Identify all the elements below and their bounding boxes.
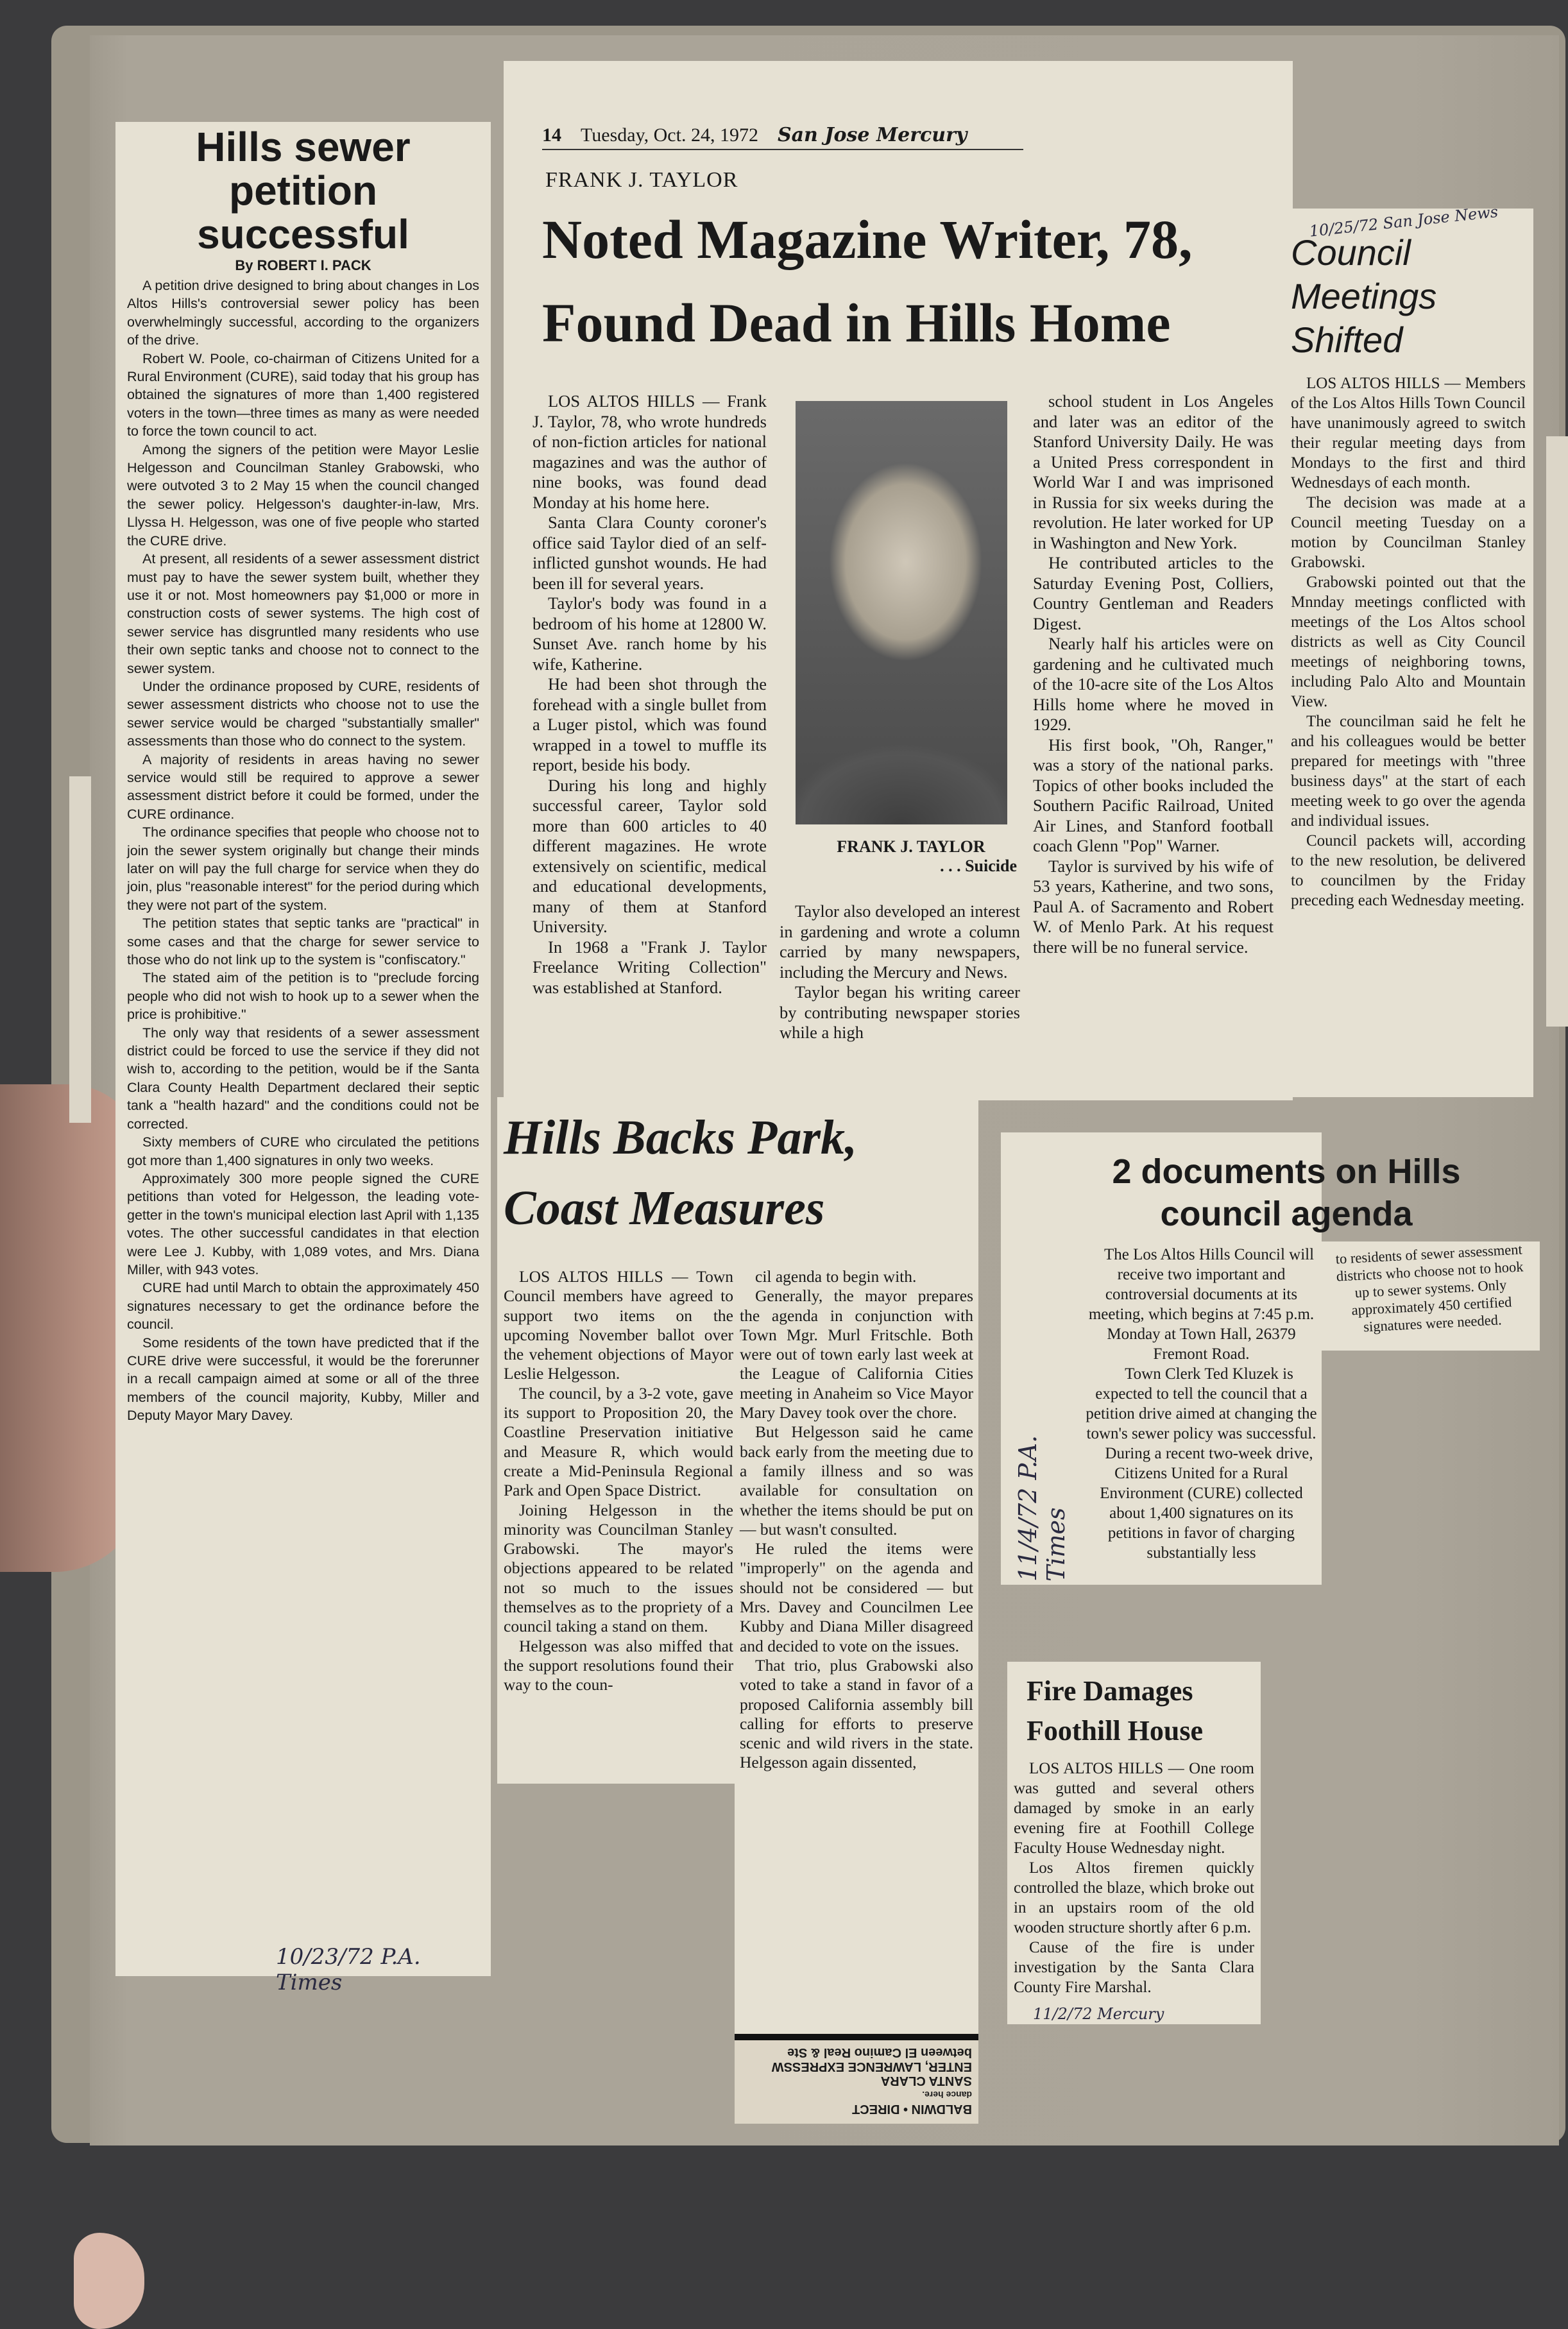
paragraph: LOS ALTOS HILLS — Frank J. Taylor, 78, who wrote hundreds of non-fiction articles for national magazines and was the author of nine books, was found dead Monday at his home here. <box>533 391 767 512</box>
photo-caption <box>805 837 1017 876</box>
column-2 <box>740 1267 973 1773</box>
clipping-council-agenda-continued <box>1322 1241 1540 1351</box>
paragraph: Some residents of the town have predicted that if the CURE drive were successful, it would be the forerunner in a recall campaign aimed at some or all of the three members of the council majority, Kubby, Miller and Deputy Mayor Mary Davey. <box>127 1335 479 1424</box>
handwritten-note: 10/25/72 San Jose News <box>1308 202 1499 241</box>
paragraph: school student in Los Angeles and later was an editor of the Stanford University Daily. He was a United Press correspondent in World War I and was imprisoned in Russia for six weeks during the revolution. He later worked for UP in Washington and New York. <box>1033 391 1274 552</box>
paragraph: His first book, "Oh, Ranger," was a story of the national parks. Topics of other books included the Southern Pacific Railroad, United Air Lines, and Stanford football coach Glenn "Pop" Warner. <box>1033 735 1274 855</box>
paragraph: Helgesson was also miffed that the support resolutions found their way to the coun- <box>504 1636 733 1694</box>
paragraph: During his long and highly successful career, Taylor sold more than 600 articles to 40 different magazines. He wrote extensively on scientific, medical and educational developments, many of them at Stanford University. <box>533 775 767 936</box>
handwritten-note: 11/4/72 P.A. Times <box>1014 1435 1070 1582</box>
headline: Noted Magazine Writer, 78, Found Dead in Hills Home <box>542 209 1193 354</box>
paragraph: Cause of the fire is under investigation by the Santa Clara County Fire Marshal. <box>1014 1939 1254 1996</box>
headline: Hills Backs Park, Coast Measures <box>504 1111 858 1235</box>
paragraph: LOS ALTOS HILLS — Town Council members have agreed to support two items on the upcoming November ballot over the vehement objections of Mayor Leslie Helgesson. <box>504 1267 733 1383</box>
paragraph: Under the ordinance proposed by CURE, residents of sewer assessment districts who choose not to use the sewer service would be charged "substantially smaller" assessments than those who do connect to the system. <box>127 678 479 749</box>
paragraph: Taylor's body was found in a bedroom of his home at 12800 W. Sunset Ave. ranch home by his wife, Katherine. <box>533 593 767 674</box>
paragraph: cil agenda to begin with. <box>755 1267 917 1286</box>
paragraph: Taylor also developed an interest in gardening and wrote a column carried by many newspapers, including the Mercury and News. <box>780 901 1020 982</box>
ad-line: SANTA CLARA <box>880 2074 972 2088</box>
paragraph: The ordinance specifies that people who choose not to join the sewer system originally but change their minds later on will pay the full charge for service when they do join, plus "reasonable interest" for the period during which they were not part of the system. <box>127 824 479 913</box>
paragraph: Grabowski pointed out that the Mnnday meetings conflicted with meetings of the Los Altos school districts as well as City Council meetings of neighboring towns, including Palo Alto and Mountain View. <box>1291 574 1526 710</box>
handwritten-note: 10/23/72 P.A. Times <box>276 1944 421 1995</box>
article-body <box>127 277 479 1425</box>
clipping-fire-damages <box>1007 1662 1261 2024</box>
paragraph: He contributed articles to the Saturday Evening Post, Colliers, Country Gentleman and Readers Digest. <box>1033 553 1274 633</box>
paragraph: That trio, plus Grabowski also voted to take a stand in favor of a proposed California assembly bill calling for efforts to preserve scenic and wild rivers in the state. Helgesson again dissented, <box>740 1655 973 1772</box>
paragraph: He had been shot through the forehead with a single bullet from a Luger pistol, which was found wrapped in a towel to muffle its report, beside his body. <box>533 674 767 774</box>
paragraph: Los Altos firemen quickly controlled the blaze, which broke out in an upstairs room of the old wooden structure shortly after 6 p.m. <box>1014 1859 1254 1936</box>
paragraph: Taylor is survived by his wife of 53 years, Katherine, and two sons, Paul A. of Sacramento and Robert W. of Menlo Park. At his request there will be no funeral service. <box>1033 856 1274 957</box>
paragraph: Robert W. Poole, co-chairman of Citizens United for a Rural Environment (CURE), said today that his group has obtained the signatures of more than 1,400 registered voters in the town—three times as many as were needed to force the town council to act. <box>127 350 479 439</box>
paragraph: The Los Altos Hills Council will receive two important and controversial documents at its meeting, which begins at 7:45 p.m. Monday at Town Hall, 26379 Fremont Road. <box>1088 1246 1315 1363</box>
paragraph: At present, all residents of a sewer assessment district must pay to have the sewer system built, whether they use it or not. Most homeowners pay $1,000 or more in construction costs of sewer systems. The high cost of sewer service has disgruntled many residents who use their own septic tanks and choose not to connect to the sewer system. <box>127 551 479 676</box>
paragraph: A majority of residents in areas having no sewer service would still be required to approve a sewer assessment district before it could be formed, under the CURE ordinance. <box>127 751 479 822</box>
article-body <box>1084 1245 1318 1563</box>
paragraph: But Helgesson said he came back early from the meeting due to a family illness and so was available for consultation on whether the items should be put on — but wasn't consulted. <box>740 1422 973 1539</box>
folio-date: Tuesday, Oct. 24, 1972 <box>581 124 758 146</box>
caption-name: FRANK J. TAYLOR <box>837 837 985 856</box>
kicker: FRANK J. TAYLOR <box>545 168 738 192</box>
folio-line <box>542 124 1023 150</box>
thumbnail <box>74 2233 144 2329</box>
paragraph: The council, by a 3-2 vote, gave its support to Proposition 20, the Coastline Preservation initiative and Measure R, which would create a Mid-Peninsula Regional Park and Open Space District. <box>504 1383 733 1500</box>
paragraph: During a recent two-week drive, Citizens United for a Rural Environment (CURE) collected about 1,400 signatures on its petitions in favor of charging substantially less <box>1100 1445 1313 1562</box>
paragraph: Town Clerk Ted Kluzek is expected to tell the council that a petition drive aimed at changing the town's sewer policy was successful. <box>1086 1365 1317 1442</box>
clipping-sewer-petition <box>115 122 491 1995</box>
portrait-photo <box>796 401 1007 824</box>
paragraph: In 1968 a "Frank J. Taylor Freelance Writing Collection" was established at Stanford. <box>533 937 767 997</box>
paragraph: The councilman said he felt he and his colleagues would be better prepared for meetings with "three business days" at the start of each meeting week to go over the agenda and individual issues. <box>1291 713 1526 830</box>
column-1 <box>504 1267 733 1695</box>
headline: Hills sewer petition successful <box>196 124 411 257</box>
paragraph: Council packets will, according to the new resolution, be delivered to councilmen by the Friday preceding each Wednesday meeting. <box>1291 832 1526 909</box>
headline: Council Meetings Shifted <box>1291 232 1437 360</box>
paragraph: Taylor began his writing career by contributing newspaper stories while a high <box>780 982 1020 1042</box>
paragraph: A petition drive designed to bring about changes in Los Altos Hills's controversial sewer policy has been overwhelmingly successful, according to the organizers of the drive. <box>127 278 479 348</box>
advertisement <box>735 2034 978 2124</box>
paragraph: Approximately 300 more people signed the CURE petitions than voted for Helgesson, the leading vote-getter in the town's municipal election last April with 1,135 votes. The other successful candidates in that election were Lee J. Kubby, with 1,089 votes, and Mrs. Diana Miller, with 943 votes. <box>127 1170 479 1277</box>
clipping-council-agenda-head <box>1001 1132 1540 1241</box>
left-edge-clipping <box>69 776 91 1123</box>
headline: Fire Damages Foothill House <box>1027 1675 1204 1746</box>
caption-sub: . . . Suicide <box>940 857 1017 875</box>
paragraph: Sixty members of CURE who circulated the petitions got more than 1,400 signatures in only two weeks. <box>127 1134 479 1168</box>
clipping-council-meetings <box>1283 202 1533 1097</box>
column-1 <box>533 391 767 998</box>
paragraph: LOS ALTOS HILLS — Members of the Los Altos Hills Town Council have unanimously agreed to switch their regular meeting days from Mondays to the first and third Wednesdays of each month. <box>1291 375 1526 491</box>
ad-line: between El Camino Real & Ste <box>787 2045 972 2060</box>
clipping-taylor-obituary <box>504 61 1293 1100</box>
paragraph: Joining Helgesson in the minority was Councilman Stanley Grabowski. The mayor's objections appeared to be related not so much to the issues themselves as to the propriety of a council taking a stand on them. <box>504 1500 733 1636</box>
paragraph: LOS ALTOS HILLS — One room was gutted and several others damaged by smoke in an early evening fire at Foothill College Faculty House Wednesday night. <box>1014 1760 1254 1857</box>
paragraph: The stated aim of the petition is to "preclude forcing people who did not wish to hook up to a sewer when the price is prohibitive." <box>127 970 479 1023</box>
continued-text: to residents of sewer assessment districts who choose not to hook up to sewer systems. Only approximately 450 certified signatures were needed. <box>1335 1241 1524 1335</box>
right-edge-clipping <box>1546 436 1568 1027</box>
handwritten-note: 11/2/72 Mercury <box>1033 2005 1164 2023</box>
ad-line: dance here. <box>922 2090 972 2100</box>
column-2 <box>780 901 1020 1043</box>
byline: By ROBERT I. PACK <box>235 257 371 273</box>
paragraph: The decision was made at a Council meeting Tuesday on a motion by Councilman Stanley Grabowski. <box>1291 494 1526 571</box>
column-3 <box>1033 391 1274 957</box>
paragraph: Generally, the mayor prepares the agenda in conjunction with Town Mgr. Murl Fritschle. Both were out of town early last week at the League of California Cities meeting in Anaheim so Vice Mayor Mary Davey took over the chore. <box>740 1286 973 1422</box>
paragraph: He ruled the items were "improperly" on the agenda and should not be considered — but Mrs. Davey and Councilmen Lee Kubby and Diana Miller disagreed and decided to vote on the issues. <box>740 1539 973 1655</box>
paragraph: CURE had until March to obtain the approximately 450 signatures necessary to get the ordinance before the council. <box>127 1280 479 1333</box>
article-body <box>1014 1759 1254 1997</box>
article-body <box>1291 373 1526 910</box>
folio-page: 14 <box>542 124 561 146</box>
paragraph: The petition states that septic tanks are "practical" in some cases and that the charge for sewer service to those who do not link up to the system is "confiscatory." <box>127 916 479 968</box>
headline: 2 documents on Hills council agenda <box>1112 1152 1461 1233</box>
clipping-park-coast-continued <box>735 1267 978 2034</box>
paragraph: The only way that residents of a sewer assessment district could be forced to use the service if they did not wish to, according to the petition, would be if the Santa Clara County Health Department declared their septic tank a "health hazard" and the conditions could not be corrected. <box>127 1025 479 1132</box>
paragraph: Among the signers of the petition were Mayor Leslie Helgesson and Councilman Stanley Grabowski, who were outvoted 3 to 2 May 15 when the council changed the sewer policy. Helgesson's daughter-in-law, Mrs. Llyssa H. Helgesson, was one of five people who started the CURE drive. <box>127 441 479 549</box>
paragraph: Santa Clara County coroner's office said Taylor died of an self-inflicted gunshot wounds. He had been ill for several years. <box>533 513 767 593</box>
ad-line: BALDWIN • DIRECT <box>852 2102 972 2116</box>
paragraph: Nearly half his articles were on gardening and he cultivated much of the 10-acre site of the Los Altos Hills home where he moved in 1929. <box>1033 634 1274 734</box>
ad-line: ENTER, LAWRENCE EXPRESSW <box>771 2060 972 2074</box>
folio-paper: San Jose Mercury <box>777 124 967 146</box>
